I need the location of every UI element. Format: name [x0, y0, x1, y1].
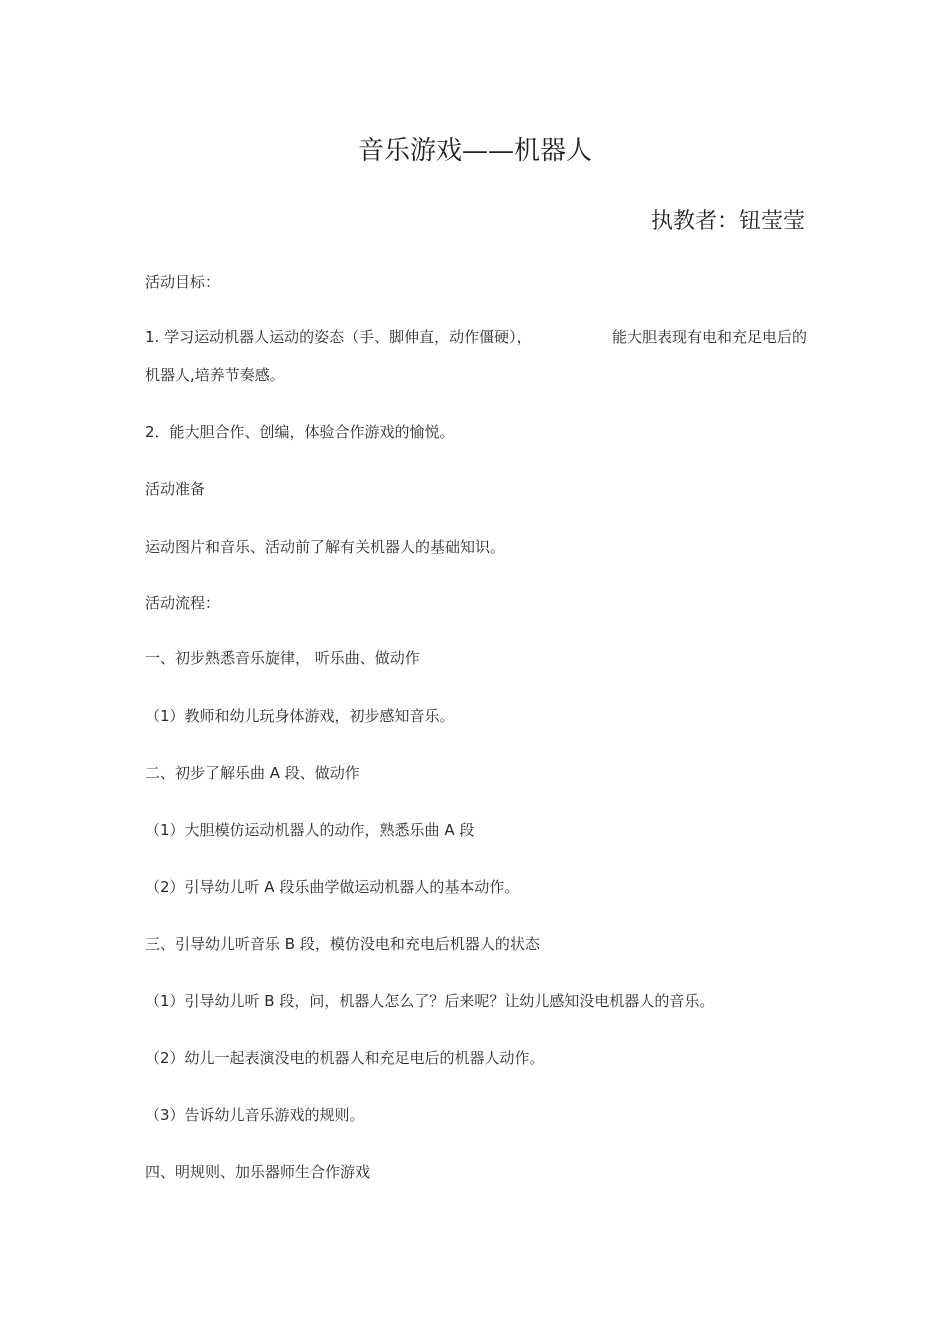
step-3-2: （2）幼儿一起表演没电的机器人和充足电后的机器人动作。: [145, 1049, 545, 1067]
step-2-1: （1）大胆模仿运动机器人的动作，熟悉乐曲 A 段: [145, 821, 475, 839]
goal-1-part-b: 能大胆表现有电和充足电后的: [611, 328, 807, 346]
document-title: 音乐游戏——机器人: [357, 136, 592, 166]
prep-heading: 活动准备: [145, 480, 206, 498]
goal-1-line-1: [145, 326, 807, 348]
step-4: 四、明规则、加乐器师生合作游戏: [145, 1163, 371, 1181]
goals-heading: 活动目标：: [145, 273, 221, 291]
step-3: 三、引导幼儿听音乐 B 段，模仿没电和充电后机器人的状态: [145, 935, 540, 953]
author-line: 执教者：钮莹莹: [650, 209, 805, 234]
goal-2: 2．能大胆合作、创编，体验合作游戏的愉悦。: [145, 423, 455, 441]
step-3-1: （1）引导幼儿听 B 段，问，机器人怎么了？后来呢？让幼儿感知没电机器人的音乐。: [145, 992, 715, 1010]
step-1-1: （1）教师和幼儿玩身体游戏，初步感知音乐。: [145, 707, 455, 725]
process-heading: 活动流程：: [145, 594, 221, 612]
step-1: 一、初步熟悉音乐旋律， 听乐曲、做动作: [145, 649, 420, 667]
step-3-3: （3）告诉幼儿音乐游戏的规则。: [145, 1106, 365, 1124]
goal-1-part-a: 1. 学习运动机器人运动的姿态（手、脚伸直，动作僵硬），: [145, 328, 532, 346]
prep-text: 运动图片和音乐、活动前了解有关机器人的基础知识。: [145, 538, 506, 556]
step-2-2: （2）引导幼儿听 A 段乐曲学做运动机器人的基本动作。: [145, 878, 520, 896]
step-2: 二、初步了解乐曲 A 段、做动作: [145, 764, 360, 782]
goal-1-line-2: 机器人,培养节奏感。: [145, 366, 285, 384]
